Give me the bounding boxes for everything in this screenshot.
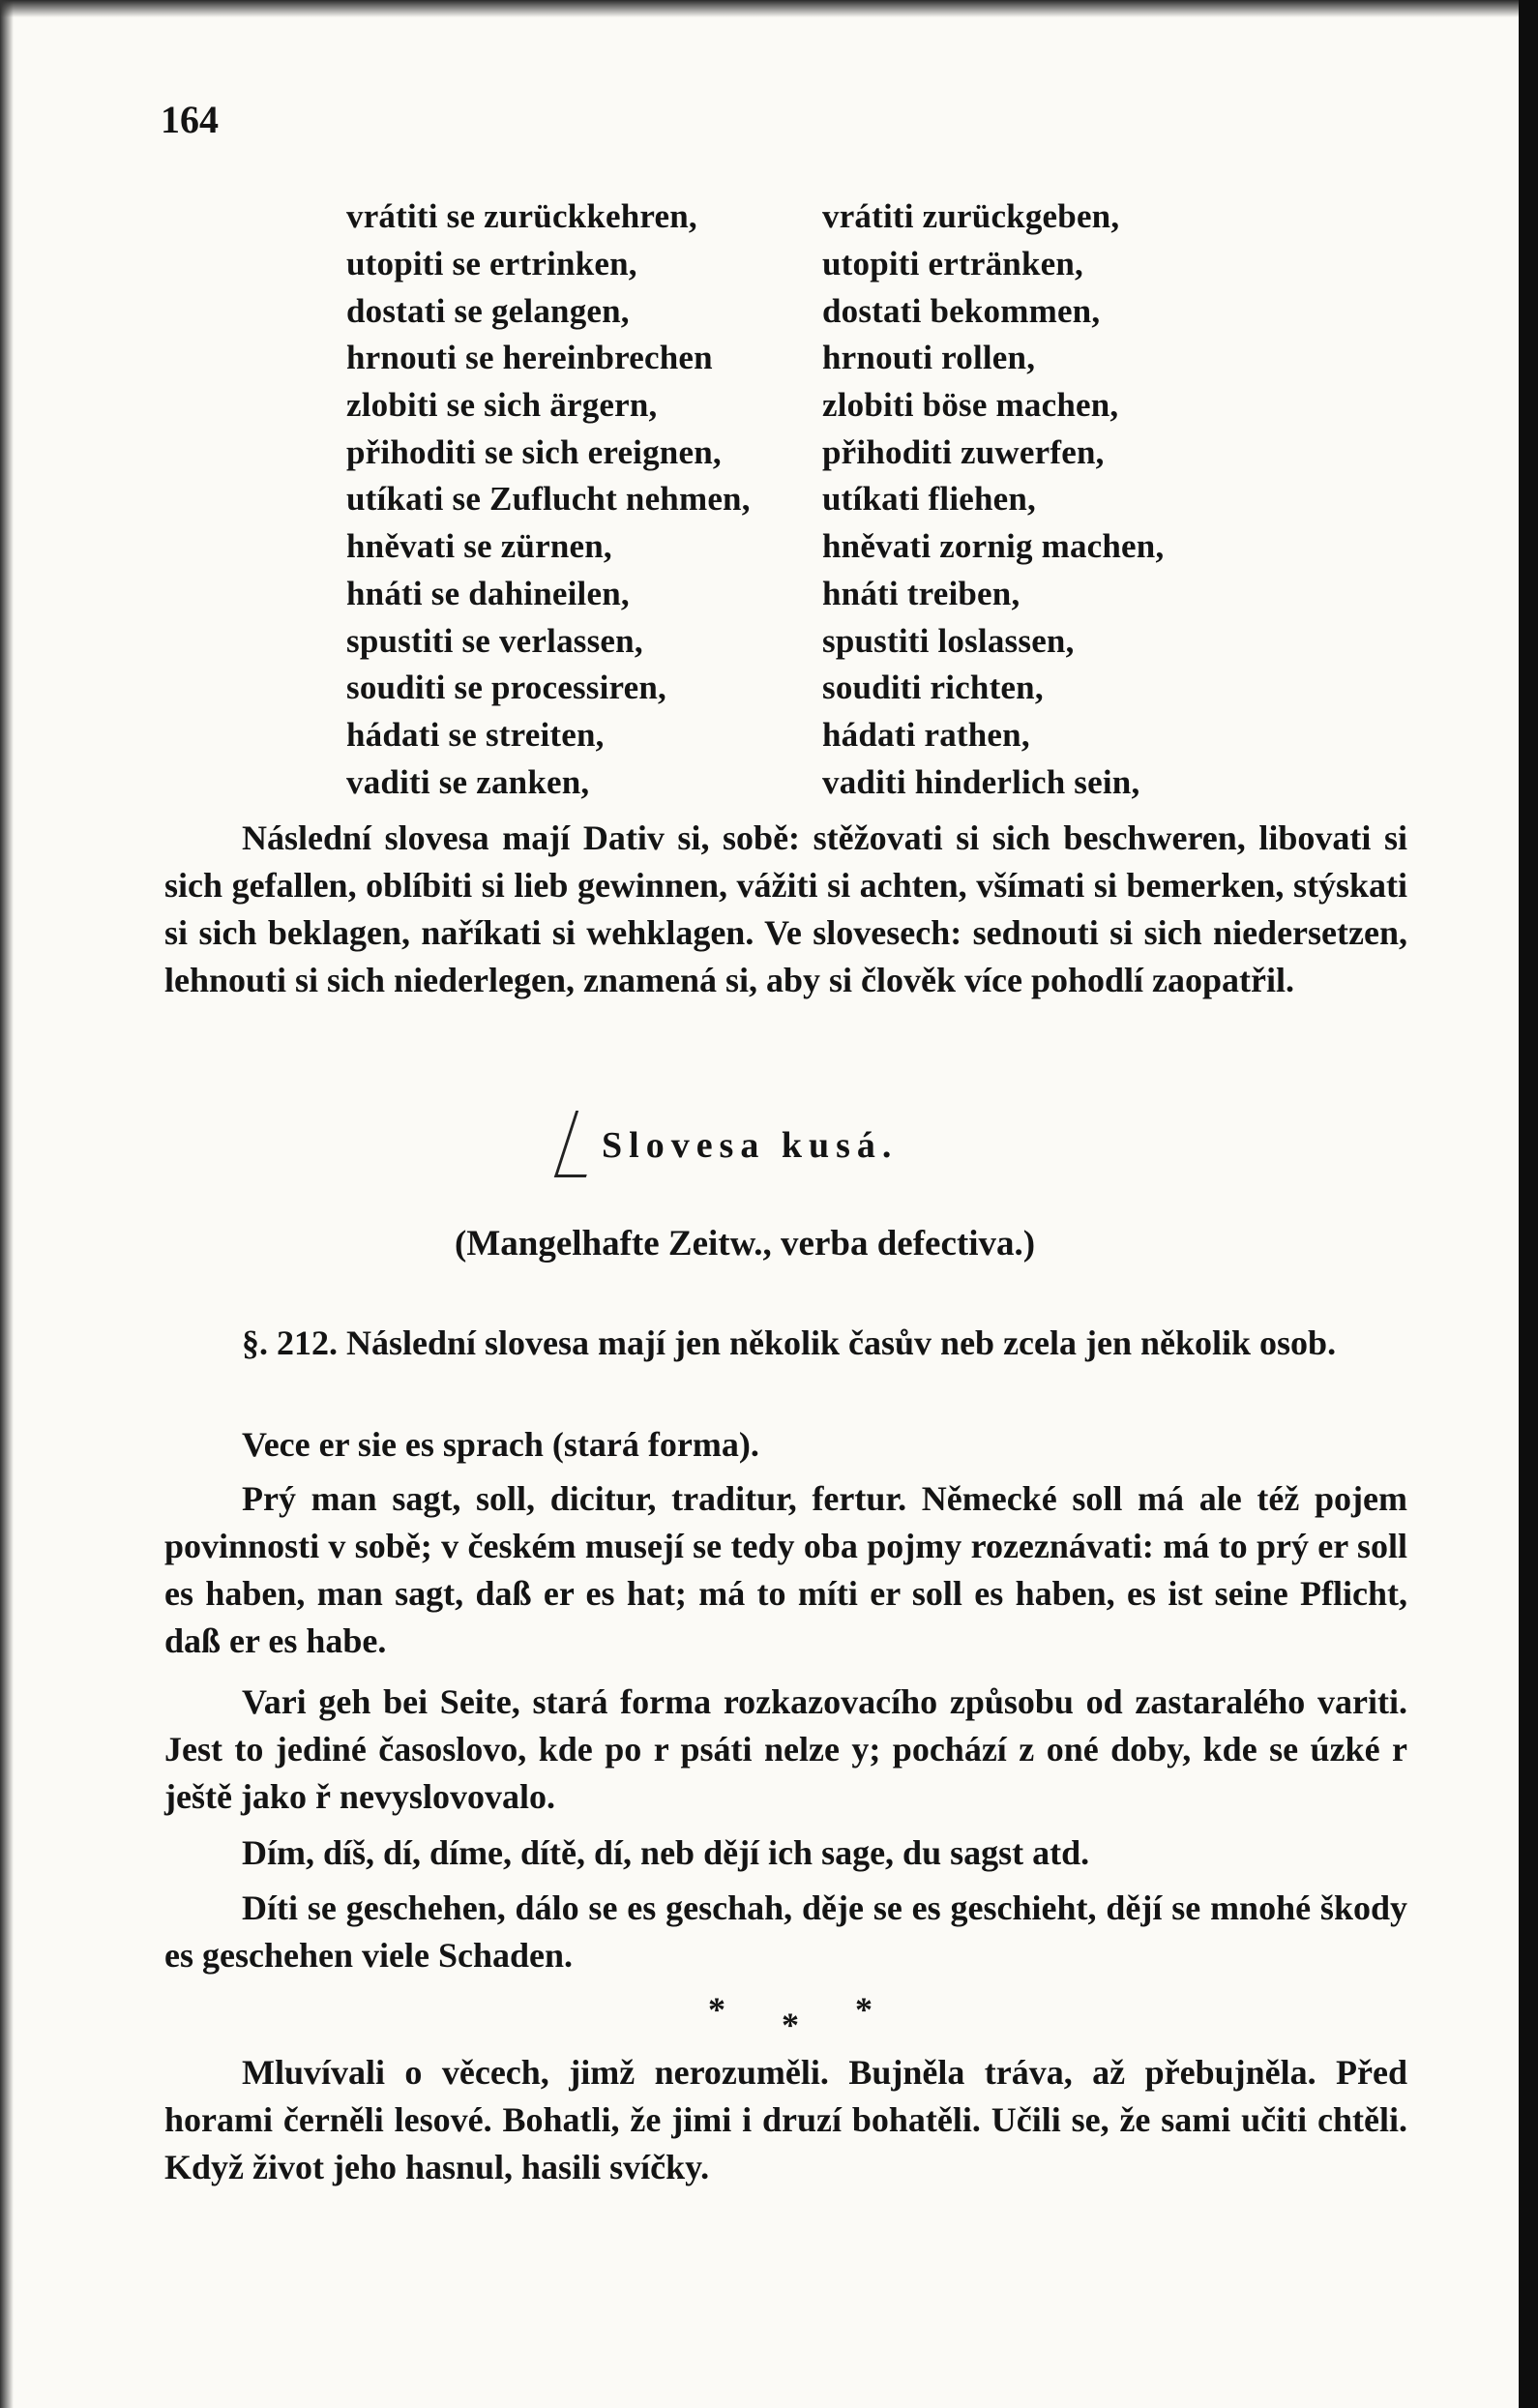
reflexive-verb: hnáti se dahineilen, [346,574,630,612]
transitive-verb: dostati bekommen, [822,291,1101,330]
section-subtitle: (Mangelhafte Zeitw., verba defectiva.) [455,1224,1036,1263]
verb-pair-row [346,665,1410,712]
reflexive-verb: souditi se processiren, [346,669,666,707]
scan-border-top [0,0,1519,17]
reflexive-verb: utíkati se Zuflucht nehmen, [346,480,751,519]
transitive-verb: hádati rathen, [822,715,1030,754]
transitive-verb: hněvati zornig machen, [822,527,1165,566]
editorial-mark [554,1111,607,1177]
reflexive-verb: vaditi se zanken, [346,762,590,801]
verb-pair-row [346,712,1410,759]
transitive-verb: zlobiti böse machen, [822,386,1119,425]
paragraph-examples: Mluvívali o věcech, jimž nerozuměli. Bujněla tráva, až přebujněla. Před horami černěli lesové. Bohatli, že jimi i druzí bohatěli. Učili se, že sami učiti chtěli. Když život jeho hasnul, hasili svíčky. [164,2053,1407,2186]
paragraph-vece: Vece er sie es sprach (stará forma). [242,1425,759,1464]
verb-pair-row [346,382,1410,430]
verb-pair-row [346,523,1410,571]
section-separator-asterisks [696,1985,890,2043]
transitive-verb: přihoditi zuwerfen, [822,432,1105,471]
asterisk: * [855,1990,873,2029]
reflexive-verb: utopiti se ertrinken, [346,245,637,283]
scan-border-left [0,0,14,2408]
reflexive-verb: hrnouti se hereinbrechen [346,339,713,377]
reflexive-verb: hněvati se zürnen, [346,527,612,566]
verb-pair-row [346,617,1410,665]
transitive-verb: vaditi hinderlich sein, [822,762,1140,801]
scan-border-right [1519,0,1538,2408]
reflexive-verb: vrátiti se zurückkehren, [346,197,697,236]
verb-pair-row [346,335,1410,382]
paragraph-212: §. 212. Následní slovesa mají jen několik časův neb zcela jen několik osob. [242,1323,1337,1362]
reflexive-verb: dostati se gelangen, [346,291,630,330]
asterisk: * [708,1990,725,2029]
reflexive-verb: zlobiti se sich ärgern, [346,386,658,425]
transitive-verb: vrátiti zurückgeben, [822,197,1120,236]
paragraph-dim: Dím, díš, dí, díme, dítě, dí, neb dějí ich sage, du sagst atd. [242,1833,1090,1872]
transitive-verb: souditi richten, [822,669,1044,707]
reflexive-verb: hádati se streiten, [346,715,605,754]
verb-pair-row [346,193,1410,241]
verb-pair-row [346,758,1410,806]
paragraph-diti: Díti se geschehen, dálo se es geschah, děje se es geschieht, dějí se mnohé škody es geschehen viele Schaden. [164,1888,1407,1975]
paragraph-vari: Vari geh bei Seite, stará forma rozkazovacího způsobu od zastaralého variti. Jest to jediné časoslovo, kde po r psáti nelze y; pochází z oné doby, kde se úzké r ještě jako ř nevyslovovalo. [164,1682,1407,1816]
verb-pairs-list [346,193,1410,806]
verb-pair-row [346,241,1410,288]
paragraph-dative-verbs: Následní slovesa mají Dativ si, sobě: stěžovati si sich beschweren, libovati si sich gefallen, oblíbiti si lieb gewinnen, vážiti si achten, všímati si bemerken, stýskati si sich beklagen, naříkati si wehklagen. Ve slovesech: sednouti si sich niedersetzen, lehnouti si sich niederlegen, znamená si, aby si člověk více pohodlí zaopatřil. [164,818,1407,999]
transitive-verb: hrnouti rollen, [822,339,1036,377]
transitive-verb: utopiti ertränken, [822,245,1083,283]
verb-pair-row [346,287,1410,335]
verb-pair-row [346,571,1410,618]
transitive-verb: hnáti treiben, [822,574,1020,612]
asterisk: * [782,2006,799,2044]
verb-pair-row [346,429,1410,476]
verb-pair-row [346,476,1410,523]
page-number: 164 [161,98,219,141]
paragraph-pry: Prý man sagt, soll, dicitur, traditur, fertur. Německé soll má ale též pojem povinnosti v sobě; v českém musejí se tedy oba pojmy rozeznávati: má to prý er soll es haben, man sagt, daß er es hat; má to míti er soll es haben, es ist seine Pflicht, daß er es habe. [164,1479,1407,1660]
transitive-verb: spustiti loslassen, [822,621,1075,660]
reflexive-verb: spustiti se verlassen, [346,621,643,660]
section-title: Slovesa kusá. [602,1125,899,1166]
transitive-verb: utíkati fliehen, [822,480,1036,519]
reflexive-verb: přihoditi se sich ereignen, [346,432,722,471]
